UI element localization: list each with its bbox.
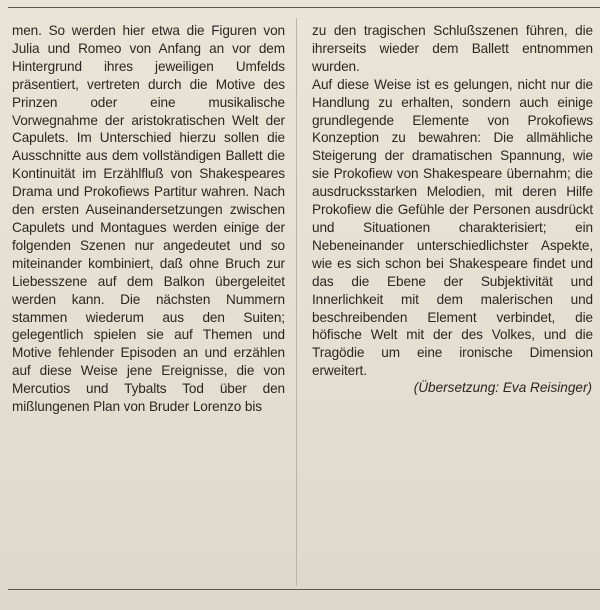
right-column: [312, 22, 593, 380]
translation-credit: (Übersetzung: Eva Reisinger): [413, 380, 592, 395]
right-column-paragraph-2: Auf diese Weise ist es gelungen, nicht nur die Handlung zu erhalten, sondern auch einige grundlegende Elemente von Prokofiews Konzeption zu bewahren: Die allmähliche Steigerung der dramatischen Spannung, wie sie Prokofiew von Shakespeare übernahm; die ausdrucksstarken Melodien, mit deren Hilfe Prokofiew die Gefühle der Personen ausdrückt und Situationen charakterisiert; ein Nebeneinander unterschiedlichster Aspekte, wie es sich schon bei Shakespeare findet und das die Ebene der Subjektivität und Innerlichkeit mit dem malerischen und beschreibenden Element verbindet, die höfische Welt mit der des Volkes, und die Tragödie um eine ironische Dimension erweitert.: [312, 76, 593, 379]
top-rule: [8, 7, 600, 8]
column-divider: [296, 18, 297, 586]
left-column-paragraph: men. So werden hier etwa die Figuren von Julia und Romeo von Anfang an vor dem Hintergrund ihres jeweiligen Umfelds präsentiert, vertreten durch die Motive des Prinzen oder eine musikalische Vorwegnahme der aristokratischen Welt der Capulets. Im Unterschied hierzu sollen die Ausschnitte aus dem vollständigen Ballett die Kontinuität im Erzählfluß von Shakespeares Drama und Prokofiews Partitur wahren. Nach den ersten Auseinandersetzungen zwischen Capulets und Montagues werden einige der folgenden Szenen nur angedeutet und so miteinander kombiniert, daß ohne Bruch zur Liebesszene auf dem Balkon übergeleitet werden kann. Die nächsten Nummern stammen wiederum aus den Suiten; gelegentlich spielen sie auf Themen und Motive fehlender Episoden an und erzählen auf diese Weise jene Ereignisse, die von Mercutios und Tybalts Tod über den mißlungenen Plan von Bruder Lorenzo bis: [12, 23, 285, 415]
bottom-rule: [8, 589, 600, 590]
left-column: [12, 22, 285, 416]
right-column-paragraph-1: zu den tragischen Schlußszenen führen, die ihrerseits wieder dem Ballett entnommen wurden.: [312, 23, 593, 74]
